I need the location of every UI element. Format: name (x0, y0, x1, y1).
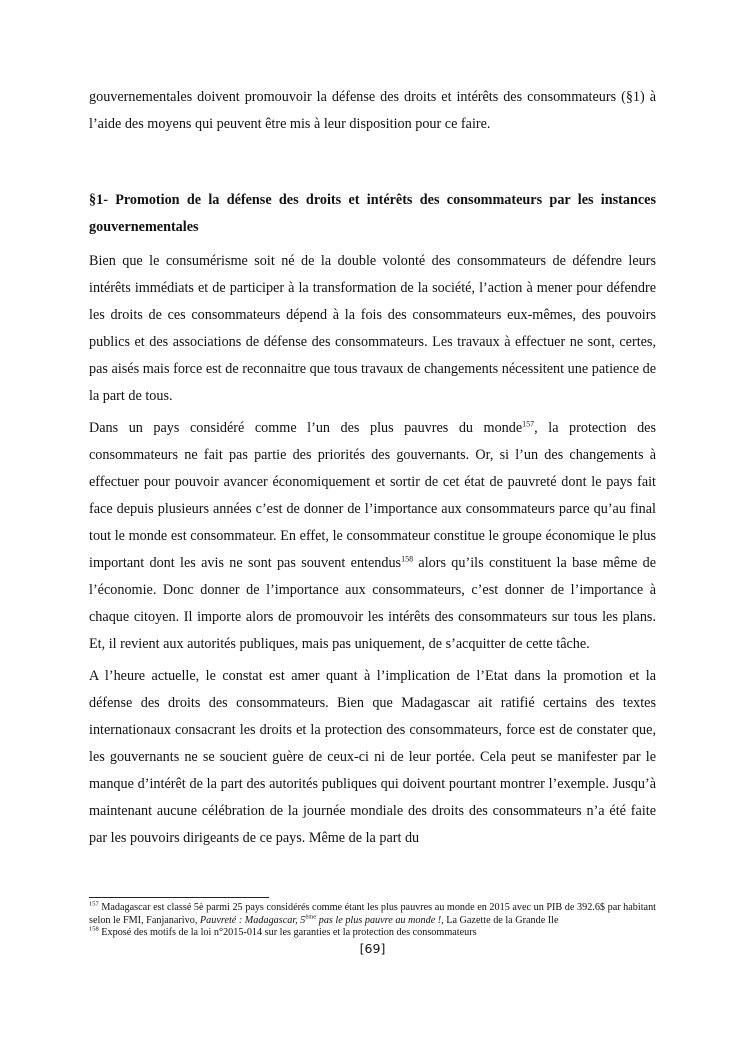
paragraph-2-part-1: Dans un pays considéré comme l’un des plus pauvres du monde (89, 420, 523, 436)
footnotes (89, 902, 656, 940)
paragraph-2-part-3: alors qu’ils constituent la base même de l’économie. Donc donner de l’importance aux consommateurs, c’est donner de l’importance à chaque citoyen. Il importe alors de promouvoir les intérêts des consommateurs sur tous les plans. Et, il revient aux autorités publiques, mais pas uniquement, de s’acquitter de cette tâche. (89, 555, 656, 652)
footnote-157 (89, 902, 656, 927)
page-number: [69] (359, 941, 386, 956)
footnote-number-158: 158 (89, 925, 99, 933)
footnote-number-157: 157 (89, 900, 99, 908)
footnote-157-text-1: Madagascar est classé 5è parmi 25 pays considérés comme étant les plus pauvres au monde en 2015 avec un PIB de 392.6$ par habitant selon le FMI, Fanjanarivo, (89, 902, 656, 926)
section-heading: §1- Promotion de la défense des droits et intérêts des consommateurs par les instances gouvernementales (89, 192, 656, 235)
intro-paragraph: gouvernementales doivent promouvoir la défense des droits et intérêts des consommateurs (§1) à l’aide des moyens qui peuvent être mis à leur disposition pour ce faire. (89, 89, 656, 132)
paragraph-1: Bien que le consumérisme soit né de la double volonté des consommateurs de défendre leurs intérêts immédiats et de participer à la transformation de la société, l’action à mener pour défendre les droits de ces consommateurs dépend à la fois des consommateurs eux-mêmes, des pouvoirs publics et des associations de défense des consommateurs. Les travaux à effectuer ne sont, certes, pas aisés mais force est de reconnaitre que tous travaux de changements nécessitent une patience de la part de tous. (89, 253, 656, 404)
footnote-157-superscript: ème (305, 913, 317, 921)
footnote-158-text: Exposé des motifs de la loi n°2015-014 sur les garanties et la protection des consommateurs (98, 927, 477, 938)
paragraph-2 (89, 415, 656, 658)
document-body (89, 84, 656, 857)
footnote-157-italic-2: pas le plus pauvre au monde ! (316, 914, 442, 926)
paragraph-3: A l’heure actuelle, le constat est amer quant à l’implication de l’Etat dans la promotion et la défense des droits des consommateurs. Bien que Madagascar ait ratifié certains des textes internationaux consacrant les droits et la protection des consommateurs, force est de constater que, les gouvernants ne se soucient guère de ceux-ci ni de leur portée. Cela peut se manifester par le manque d’intérêt de la part des autorités publiques qui doivent pourtant montrer l’exemple. Jusqu’à maintenant aucune célébration de la journée mondiale des droits des consommateurs n’a été faite par les pouvoirs dirigeants de ce pays. Même de la part du (89, 668, 656, 846)
footnote-ref-158[interactable]: 158 (401, 554, 414, 564)
footnote-157-text-2: , La Gazette de la Grande Ile (441, 914, 559, 926)
paragraph-2-part-2: , la protection des consommateurs ne fait pas partie des priorités des gouvernants. Or, si l’un des changements à effectuer pour pouvoir avancer économiquement et sortir de cet état de pauvreté dont le pays fait face depuis plusieurs années c’est de donner de l’importance aux consommateurs parce qu’au final tout le monde est consommateur. En effet, le consommateur constitue le groupe économique le plus important dont les avis ne sont pas souvent entendus (89, 420, 656, 571)
footnote-separator (89, 897, 269, 898)
footnote-157-italic-1: Pauvreté : Madagascar, 5 (199, 914, 306, 926)
footnote-ref-157[interactable]: 157 (522, 419, 535, 429)
footnote-158 (89, 927, 656, 940)
